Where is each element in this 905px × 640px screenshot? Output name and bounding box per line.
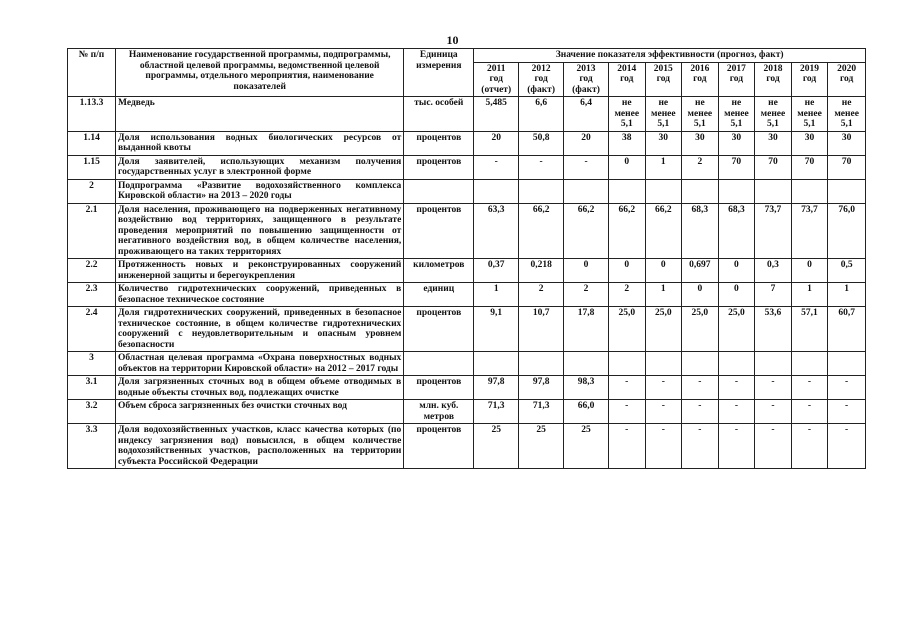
row-value: 66,2 [519,203,564,259]
row-value: - [608,376,645,400]
row-value: 76,0 [828,203,866,259]
row-value: - [682,400,719,424]
row-name: Доля использования водных биологических ресурсов от выданной квоты [116,131,404,155]
row-value: не менее 5,1 [828,97,866,132]
row-value: не менее 5,1 [608,97,645,132]
row-value [645,352,682,376]
table-row [68,376,866,400]
row-value: 0 [608,259,645,283]
row-value: 0 [791,259,828,283]
row-value [682,352,719,376]
table-row [68,203,866,259]
row-value: 66,0 [564,400,609,424]
row-value [718,352,755,376]
row-value: 25,0 [718,307,755,352]
row-name: Протяженность новых и реконструированных сооружений инженерной защиты и берегоукрепления [116,259,404,283]
row-value: 25 [519,424,564,469]
row-value: 5,485 [474,97,519,132]
row-value: 25,0 [608,307,645,352]
row-value [645,179,682,203]
row-number: 2.4 [68,307,116,352]
row-value: - [791,376,828,400]
row-value: 7 [755,283,792,307]
row-value: 20 [564,131,609,155]
row-unit [404,352,474,376]
row-value: 50,8 [519,131,564,155]
row-value: - [718,400,755,424]
row-value [564,352,609,376]
year-header: 2014 год [608,62,645,97]
row-name: Доля загрязненных сточных вод в общем объеме отводимых в водные объекты сточных вод, подлежащих очистке [116,376,404,400]
row-value: 70 [828,155,866,179]
row-number: 1.13.3 [68,97,116,132]
row-value: 38 [608,131,645,155]
row-value: 57,1 [791,307,828,352]
header-row-1 [68,49,866,63]
row-value [718,179,755,203]
row-value: 0,697 [682,259,719,283]
row-unit: процентов [404,155,474,179]
row-name: Областная целевая программа «Охрана поверхностных водных объектов на территории Кировской области» на 2012 – 2017 годы [116,352,404,376]
row-value: 70 [791,155,828,179]
table-row [68,97,866,132]
row-value: 10,7 [519,307,564,352]
year-header: 2018 год [755,62,792,97]
row-value: 0 [564,259,609,283]
row-value: - [755,424,792,469]
header-unit: Единица измерения [404,49,474,97]
row-value: 2 [564,283,609,307]
row-value: не менее 5,1 [645,97,682,132]
row-unit: километров [404,259,474,283]
row-value: 97,8 [474,376,519,400]
year-header: 2019 год [791,62,828,97]
row-value: 98,3 [564,376,609,400]
row-value: 30 [791,131,828,155]
row-value: 0,37 [474,259,519,283]
row-unit: процентов [404,131,474,155]
row-value: - [755,376,792,400]
row-value: 2 [682,155,719,179]
row-value: 0 [682,283,719,307]
row-value: 9,1 [474,307,519,352]
row-number: 2 [68,179,116,203]
row-value: 70 [718,155,755,179]
row-value: 30 [682,131,719,155]
row-value: 66,2 [645,203,682,259]
row-value [682,179,719,203]
row-value: 1 [645,155,682,179]
year-header: 2017 год [718,62,755,97]
row-value: - [682,376,719,400]
row-number: 2.2 [68,259,116,283]
row-value [755,352,792,376]
row-value: 25 [564,424,609,469]
row-value: 25 [474,424,519,469]
row-value: 71,3 [519,400,564,424]
row-value: 0,3 [755,259,792,283]
row-value: - [645,400,682,424]
table-row [68,131,866,155]
row-name: Медведь [116,97,404,132]
row-value: 97,8 [519,376,564,400]
row-value: - [791,424,828,469]
row-value: 0 [608,155,645,179]
row-value: 0 [718,283,755,307]
row-value: - [755,400,792,424]
row-value: не менее 5,1 [718,97,755,132]
row-value: 1 [828,283,866,307]
row-value: - [645,424,682,469]
row-value: 1 [791,283,828,307]
table-row [68,352,866,376]
row-value: 6,4 [564,97,609,132]
row-value: 25,0 [645,307,682,352]
row-value: - [645,376,682,400]
row-value: - [608,424,645,469]
row-value: 73,7 [755,203,792,259]
row-unit: процентов [404,424,474,469]
row-unit: процентов [404,307,474,352]
row-value: 20 [474,131,519,155]
indicators-table [67,48,866,469]
row-value: 60,7 [828,307,866,352]
row-value: 30 [828,131,866,155]
row-value: 0,5 [828,259,866,283]
row-value: 73,7 [791,203,828,259]
row-value: 30 [645,131,682,155]
row-number: 3.1 [68,376,116,400]
row-value: - [519,155,564,179]
header-values: Значение показателя эффективности (прогноз, факт) [474,49,866,63]
row-value: 2 [608,283,645,307]
header-name: Наименование государственной программы, подпрограммы, областной целевой программы, ведомственной целевой программы, отдельного мероприятия, наименование показателей [116,49,404,97]
row-name: Доля гидротехнических сооружений, приведенных в безопасное техническое состояние, в общем количестве гидротехнических сооружений с неудовлетворительным и опасным уровнем безопасности [116,307,404,352]
row-number: 3.2 [68,400,116,424]
row-value: - [718,376,755,400]
year-header: 2020 год [828,62,866,97]
row-value [755,179,792,203]
row-value: 2 [519,283,564,307]
row-value: 71,3 [474,400,519,424]
row-value: - [682,424,719,469]
row-value: 66,2 [608,203,645,259]
table-body [68,97,866,469]
row-value: - [828,376,866,400]
header-num: № п/п [68,49,116,97]
row-number: 3.3 [68,424,116,469]
row-value: 30 [718,131,755,155]
row-value: - [718,424,755,469]
row-value: - [791,400,828,424]
row-unit: единиц [404,283,474,307]
row-value [791,179,828,203]
row-name: Подпрограмма «Развитие водохозяйственного комплекса Кировской области» на 2013 – 2020 годы [116,179,404,203]
table-row [68,155,866,179]
row-name: Доля населения, проживающего на подверженных негативному воздействию вод территориях, защищенного в результате проведения мероприятий по повышению защищенности от негативного воздействия вод, в общем количестве населения, проживающего на таких территориях [116,203,404,259]
row-value: 53,6 [755,307,792,352]
row-value [608,352,645,376]
row-value: 6,6 [519,97,564,132]
table-row [68,283,866,307]
row-value: 0 [645,259,682,283]
row-number: 1.15 [68,155,116,179]
row-value [519,352,564,376]
row-value [828,352,866,376]
table-row [68,179,866,203]
year-header: 2011 год (отчет) [474,62,519,97]
row-value: 17,8 [564,307,609,352]
row-value: 1 [474,283,519,307]
row-value: - [828,400,866,424]
row-value [791,352,828,376]
row-unit [404,179,474,203]
row-name: Доля водохозяйственных участков, класс качества которых (по индексу загрязнения вод) повысился, в общем количестве водохозяйственных участков, расположенных на территории субъекта Российской Федерации [116,424,404,469]
row-value: 66,2 [564,203,609,259]
row-value: - [608,400,645,424]
row-value: 0 [718,259,755,283]
row-value: не менее 5,1 [791,97,828,132]
row-value [474,352,519,376]
row-number: 1.14 [68,131,116,155]
row-value: 68,3 [682,203,719,259]
row-value: 70 [755,155,792,179]
year-header: 2012 год (факт) [519,62,564,97]
row-value: 1 [645,283,682,307]
row-value: - [564,155,609,179]
table-row [68,259,866,283]
row-value: 0,218 [519,259,564,283]
row-number: 3 [68,352,116,376]
year-header: 2016 год [682,62,719,97]
row-value [828,179,866,203]
row-value: - [474,155,519,179]
row-unit: процентов [404,376,474,400]
page-number: 10 [446,33,459,47]
row-value: 25,0 [682,307,719,352]
row-unit: тыс. особей [404,97,474,132]
row-unit: процентов [404,203,474,259]
row-number: 2.3 [68,283,116,307]
row-value [474,179,519,203]
row-name: Объем сброса загрязненных без очистки сточных вод [116,400,404,424]
row-name: Количество гидротехнических сооружений, приведенных в безопасное техническое состояние [116,283,404,307]
row-value: 68,3 [718,203,755,259]
row-value: - [828,424,866,469]
row-value [564,179,609,203]
row-number: 2.1 [68,203,116,259]
table-row [68,424,866,469]
row-name: Доля заявителей, использующих механизм получения государственных услуг в электронной форме [116,155,404,179]
row-value: не менее 5,1 [682,97,719,132]
table-row [68,307,866,352]
row-value [519,179,564,203]
row-value: 63,3 [474,203,519,259]
row-value [608,179,645,203]
year-header: 2013 год (факт) [564,62,609,97]
row-value: не менее 5,1 [755,97,792,132]
row-value: 30 [755,131,792,155]
row-unit: млн. куб. метров [404,400,474,424]
table-row [68,400,866,424]
year-header: 2015 год [645,62,682,97]
